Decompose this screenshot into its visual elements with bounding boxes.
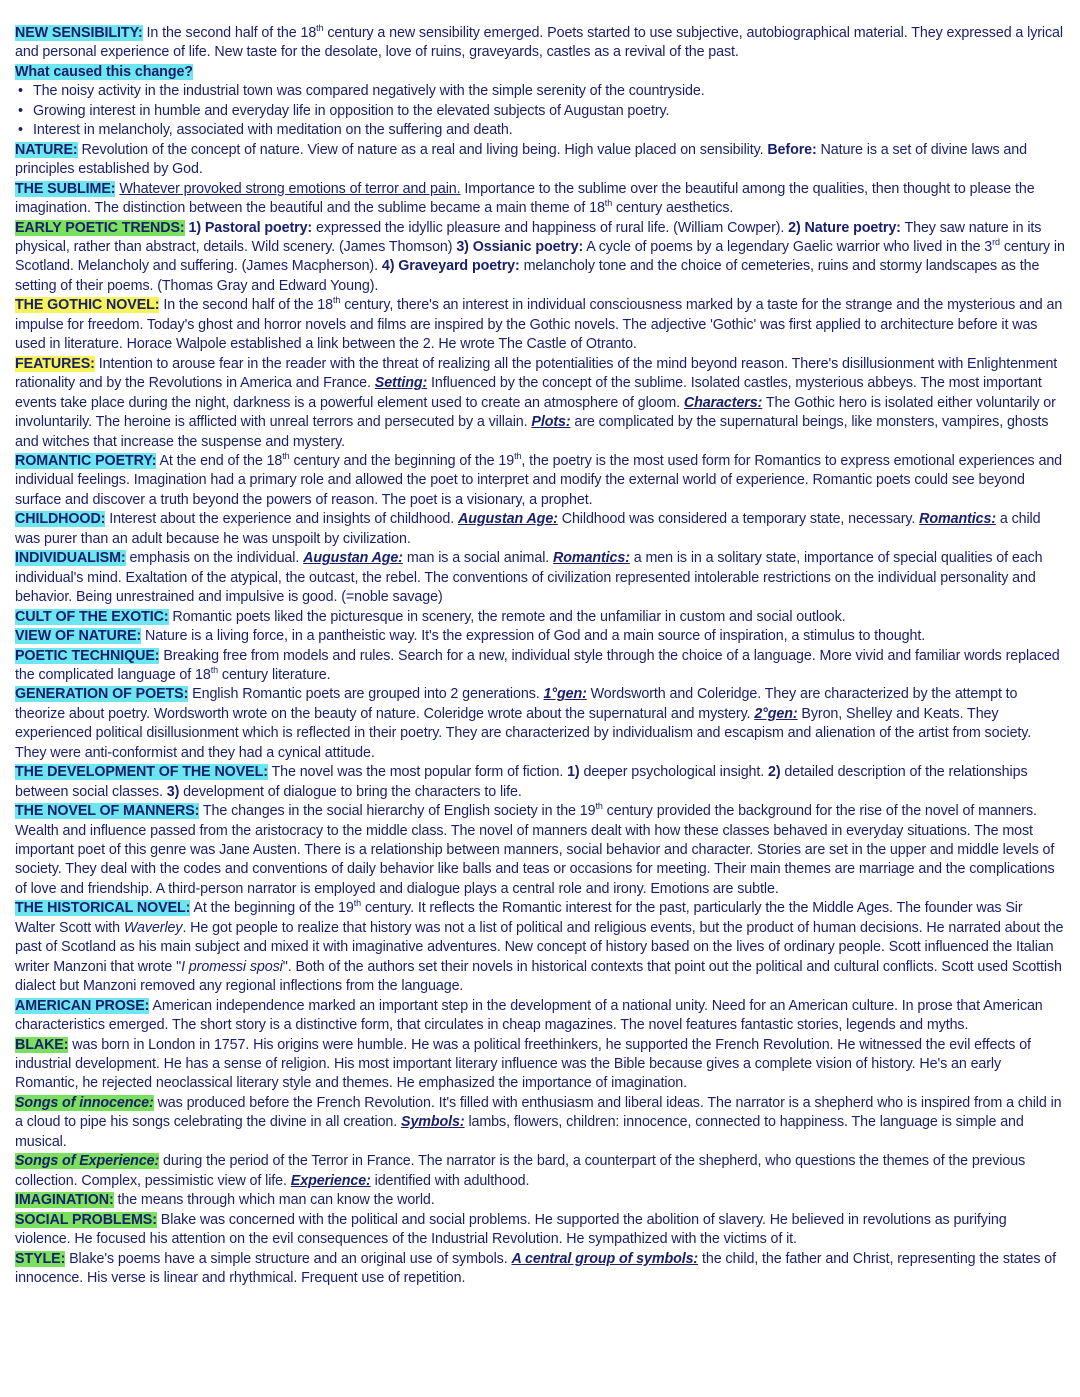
paragraph-individualism: INDIVIDUALISM: emphasis on the individual. Augustan Age: man is a social animal. Romantics: a men is in a solitary state, importance of special qualities of each individual's mind. Exaltation of the atypical, the outcast, the rebel. The conventions of civilization represented intolerable restrictions on the individual personality and behavior. Being unrestrained and impulsive is good. (=noble savage) [15, 550, 1043, 606]
notes-document [15, 24, 1065, 1288]
bullet-list-causes [15, 82, 1065, 140]
heading-new-sensibility: NEW SENSIBILITY: [15, 25, 143, 41]
paragraph-childhood: CHILDHOOD: Interest about the experience and insights of childhood. Augustan Age: Childhood was considered a temporary state, necessary. Romantics: a child was purer than an adult because he was unspoilt by civilization. [15, 511, 1041, 547]
heading-gothic-novel: THE GOTHIC NOVEL: [15, 297, 160, 314]
paragraph-view-of-nature: VIEW OF NATURE: Nature is a living force, in a pantheistic way. It's the expression of God and a main source of inspiration, a stimulus to thought. [15, 628, 926, 645]
heading-american-prose: AMERICAN PROSE: [15, 997, 150, 1014]
paragraph-style: STYLE: Blake's poems have a simple structure and an original use of symbols. A central group of symbols: the child, the father and Christ, representing the states of innocence. His verse is linear and rhythmical. Frequent use of repetition. [15, 1250, 1056, 1286]
heading-what-caused: What caused this change? [15, 63, 193, 80]
paragraph-new-sensibility: NEW SENSIBILITY: In the second half of the 18th century a new sensibility emerged. Poets started to use subjective, autobiographical material. They expressed a lyrical and personal experience of life. New taste for the desolate, love of ruins, graveyards, castles as a revival of the past. [15, 23, 1063, 61]
paragraph-sublime: THE SUBLIME: Whatever provoked strong emotions of terror and pain. Importance to the sublime over the beautiful among the qualities, then thought to please the imagination. The distinction between the beautiful and the sublime became a main theme of 18th century aesthetics. [15, 180, 1035, 217]
paragraph-early-poetic-trends: EARLY POETIC TRENDS: 1) Pastoral poetry: expressed the idyllic pleasure and happiness of rural life. (William Cowper). 2) Nature poetry: They saw nature in its physical, rather than abstract, details. Wild scenery. (James Thomson) 3) Ossianic poetry: A cycle of poems by a legendary Gaelic warrior who lived in the 3rd century in Scotland. Melancholy and suffering. (James Macpherson). 4) Graveyard poetry: melancholy tone and the choice of cemeteries, ruins and stormy landscapes as the setting of their poems. (Thomas Gray and Edward Young). [15, 219, 1065, 294]
paragraph-gothic-novel: THE GOTHIC NOVEL: In the second half of the 18th century, there's an interest in individual consciousness marked by a taste for the strange and the mysterious and an impulse for freedom. Today's ghost and horror novels and films are inspired by the Gothic novels. The adjective 'Gothic' was first applied to architecture before it was used in literature. Horace Walpole established a link between the 2. He wrote The Castle of Otranto. [15, 295, 1063, 353]
paragraph-social-problems: SOCIAL PROBLEMS: Blake was concerned with the political and social problems. He supported the abolition of slavery. He believed in revolutions as purifying violence. He focused his attention on the evil consequences of the Industrial Revolution. He sympathized with the victims of it. [15, 1211, 1007, 1248]
paragraph-nature: NATURE: Revolution of the concept of nature. View of nature as a real and living being. High value placed on sensibility. Before: Nature is a set of divine laws and principles established by God. [15, 141, 1027, 178]
heading-development-of-novel: THE DEVELOPMENT OF THE NOVEL: [15, 764, 268, 781]
paragraph-poetic-technique: POETIC TECHNIQUE: Breaking free from models and rules. Search for a new, individual style through the choice of a language. More vivid and familiar words replaced the complicated language of 18th century literature. [15, 647, 1060, 683]
heading-imagination: IMAGINATION: [15, 1192, 114, 1209]
heading-childhood: CHILDHOOD: [15, 511, 106, 528]
paragraph-what-caused [15, 63, 1065, 82]
paragraph-american-prose: AMERICAN PROSE: American independence marked an important step in the development of a national unity. Need for an American culture. In prose that American characteristics emerged. The short story is a distinctive form, that circulates in cheap magazines. The novel features fantastic stories, legends and myths. [15, 997, 1043, 1034]
paragraph-cult-of-exotic: CULT OF THE EXOTIC: Romantic poets liked the picturesque in scenery, the remote and the unfamiliar in custom and social outlook. [15, 608, 846, 625]
heading-blake: BLAKE: [15, 1036, 69, 1053]
list-item: • Growing interest in humble and everyday life in opposition to the elevated subjects of Augustan poetry. [15, 102, 1065, 121]
paragraph-blake: BLAKE: was born in London in 1757. His origins were humble. He was a political freethinkers, he supported the French Revolution. He witnessed the evil effects of industrial development. He has a sense of religion. His most important literary influence was the Bible because gives a complete vision of history. He's an early Romantic, he rejected neoclassical literary style and themes. He emphasized the importance of imagination. [15, 1036, 1031, 1092]
heading-early-poetic-trends: EARLY POETIC TRENDS: [15, 219, 185, 236]
paragraph-songs-of-experience: Songs of Experience: during the period of the Terror in France. The narrator is the bard, a counterpart of the shepherd, who questions the themes of the previous collection. Complex, pessimistic view of life. Experience: identified with adulthood. [15, 1153, 1026, 1189]
heading-historical-novel: THE HISTORICAL NOVEL: [15, 900, 191, 917]
paragraph-generation-of-poets: GENERATION OF POETS: English Romantic poets are grouped into 2 generations. 1°gen: Wordsworth and Coleridge. They are characterized by the attempt to theorize about poetry. Wordsworth wrote on the beauty of nature. Coleridge wrote about the supernatural and mystery. 2°gen: Byron, Shelley and Keats. They experienced political disillusionment which is reflected in their poetry. They are characterized by individualism and escapism and alienation of the artist from society. They were anti-conformist and they had a cynical attitude. [15, 686, 1032, 761]
paragraph-features: FEATURES: Intention to arouse fear in the reader with the threat of realizing all the potentialities of the mind beyond reason. There's disillusionment with Enlightenment rationality and by the Revolutions in America and France. Setting: Influenced by the concept of the sublime. Isolated castles, mysterious abbeys. The most important events take place during the night, darkness is a powerful element used to create an atmosphere of gloom. Characters: The Gothic hero is isolated either voluntarily or involuntarily. The heroine is afflicted with unreal terrors and persecuted by a villain. Plots: are complicated by the supernatural beings, like monsters, vampires, ghosts and witches that increase the suspense and mystery. [15, 355, 1058, 450]
heading-poetic-technique: POETIC TECHNIQUE: [15, 647, 160, 664]
paragraph-songs-of-innocence: Songs of innocence: was produced before the French Revolution. It's filled with enthusiasm and liberal ideas. The narrator is a shepherd who is inspired from a child in a cloud to pipe his songs celebrating the divine in all creation. Symbols: lambs, flowers, children: innocence, connected to happiness. The language is simple and musical. [15, 1094, 1062, 1150]
paragraph-novel-of-manners: THE NOVEL OF MANNERS: The changes in the social hierarchy of English society in the 19th century provided the background for the rise of the novel of manners. Wealth and influence passed from the aristocracy to the middle class. The novel of manners dealt with how these classes behaved in everyday situations. The most important poet of this genre was Jane Austen. There is a relationship between manners, social behavior and character. Stories are set in the upper and middle levels of society. They deal with the codes and conventions of daily behavior like balls and teas or occasions for meeting. Their main themes are marriage and the complications of love and friendship. A third-person narrator is employed and dialogue plays a central role and irony. Emotions are subtle. [15, 801, 1055, 897]
paragraph-development-of-novel: THE DEVELOPMENT OF THE NOVEL: The novel was the most popular form of fiction. 1) deeper psychological insight. 2) detailed description of the relationships between social classes. 3) development of dialogue to bring the characters to life. [15, 764, 1028, 800]
heading-features: FEATURES: [15, 355, 95, 372]
heading-novel-of-manners: THE NOVEL OF MANNERS: [15, 803, 200, 820]
list-item: • The noisy activity in the industrial town was compared negatively with the simple serenity of the countryside. [15, 82, 1065, 101]
list-item: • Interest in melancholy, associated with meditation on the suffering and death. [15, 121, 1065, 140]
heading-cult-of-exotic: CULT OF THE EXOTIC: [15, 608, 169, 625]
heading-nature: NATURE: [15, 141, 78, 158]
paragraph-historical-novel: THE HISTORICAL NOVEL: At the beginning of the 19th century. It reflects the Romantic interest for the past, particularly the the Middle Ages. The founder was Sir Walter Scott with Waverley. He got people to realize that history was not a list of political and religious events, but the product of human decisions. He narrated about the past of Scotland as his main subject and mixed it with imaginative adventures. New concept of history based on the lives of ordinary people. Scott influenced the Italian writer Manzoni that wrote "I promessi sposi". Both of the authors set their novels in historical contexts that point out the political and cultural conflicts. Scott used Scottish dialect but Manzoni removed any regional inflections from the language. [15, 898, 1064, 995]
heading-generation-of-poets: GENERATION OF POETS: [15, 686, 189, 703]
heading-songs-of-innocence: Songs of innocence: [15, 1094, 154, 1111]
heading-sublime: THE SUBLIME: [15, 180, 116, 197]
paragraph-romantic-poetry: ROMANTIC POETRY: At the end of the 18th century and the beginning of the 19th, the poetry is the most used form for Romantics to express emotional experiences and individual feelings. Imagination had a primary role and allowed the poet to interpret and modify the external world of experience. Romantic poets could see beyond surface and discover a truth beyond the powers of reason. The poet is a visionary, a prophet. [15, 451, 1063, 508]
heading-style: STYLE: [15, 1250, 66, 1267]
heading-songs-of-experience: Songs of Experience: [15, 1153, 160, 1170]
paragraph-imagination: IMAGINATION: the means through which man can know the world. [15, 1192, 435, 1209]
heading-individualism: INDIVIDUALISM: [15, 550, 126, 567]
heading-view-of-nature: VIEW OF NATURE: [15, 628, 142, 645]
heading-romantic-poetry: ROMANTIC POETRY: [15, 452, 157, 469]
heading-social-problems: SOCIAL PROBLEMS: [15, 1211, 157, 1228]
